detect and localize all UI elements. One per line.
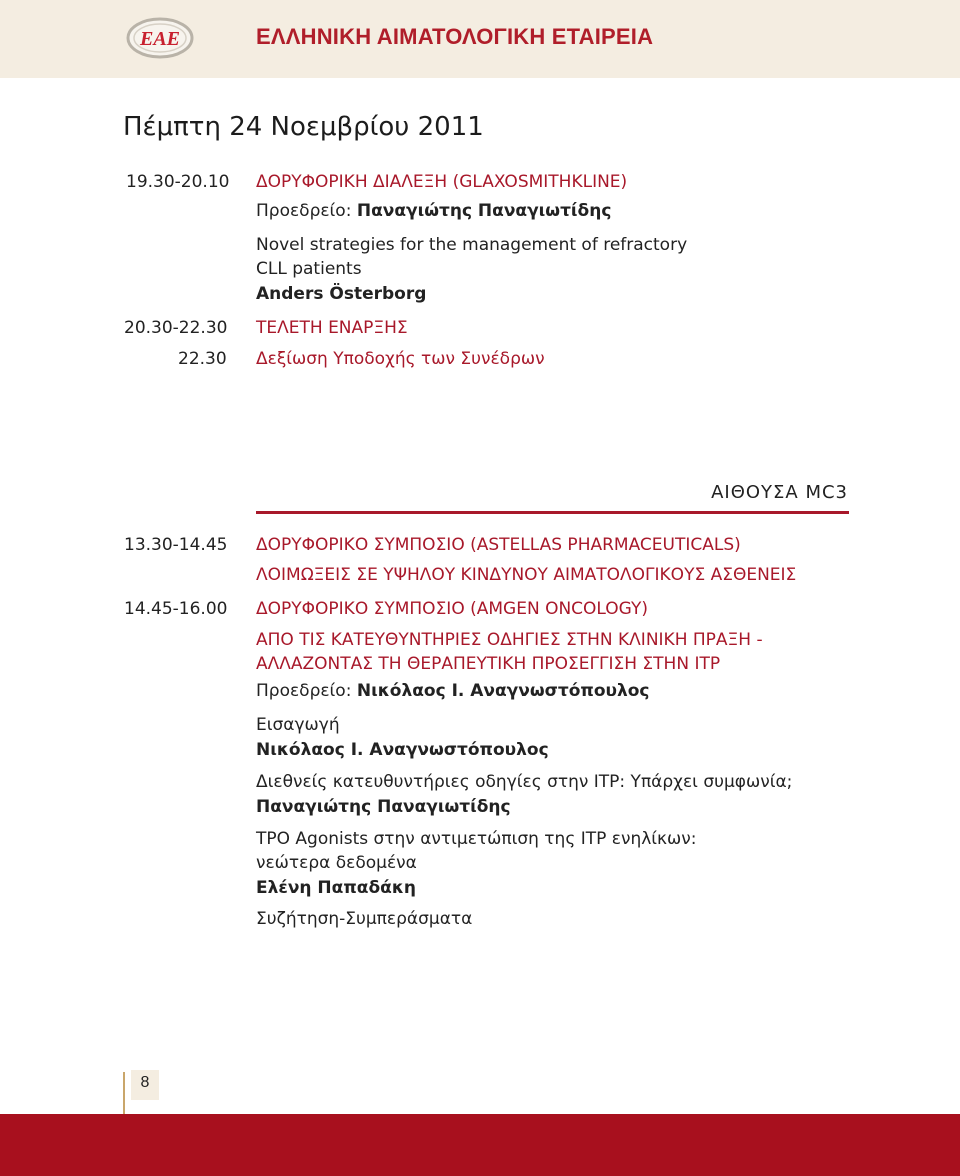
session-time: 19.30-20.10 <box>126 172 230 192</box>
day-title: Πέμπτη 24 Νοεμβρίου 2011 <box>123 112 484 142</box>
speaker-name: Νικόλαος Ι. Αναγνωστόπουλος <box>256 740 549 760</box>
session-time: 13.30-14.45 <box>124 535 228 555</box>
session-time: 22.30 <box>178 349 227 369</box>
talk-title: Διεθνείς κατευθυντήριες οδηγίες στην ITP: Υπάρχει συμφωνία; <box>256 772 793 792</box>
chair-line <box>256 201 611 221</box>
talk-title-cont: CLL patients <box>256 259 362 279</box>
speaker-name: Ελένη Παπαδάκη <box>256 878 417 898</box>
svg-text:EAE: EAE <box>139 28 181 50</box>
page-number-rule <box>123 1072 125 1116</box>
talk-title: Εισαγωγή <box>256 715 340 735</box>
session-title: ΔΟΡΥΦΟΡΙΚΟ ΣΥΜΠΟΣΙΟ (ASTELLAS PHARMACEUTICALS) <box>256 535 741 555</box>
org-name: ΕΛΛΗΝΙΚΗ ΑΙΜΑΤΟΛΟΓΙΚΗ ΕΤΑΙΡΕΙΑ <box>256 24 654 49</box>
chair-name: Νικόλαος Ι. Αναγνωστόπουλος <box>356 681 650 701</box>
talk-title: Συζήτηση-Συμπεράσματα <box>256 909 473 929</box>
chair-label: Προεδρείο: <box>256 201 352 221</box>
session-subtitle: ΑΠΟ ΤΙΣ ΚΑΤΕΥΘΥΝΤΗΡΙΕΣ ΟΔΗΓΙΕΣ ΣΤΗΝ ΚΛΙΝΙΚΗ ΠΡΑΞΗ - <box>256 630 763 650</box>
session-time: 20.30-22.30 <box>124 318 228 338</box>
eae-logo-icon <box>126 16 194 60</box>
session-title: ΤΕΛΕΤΗ ΕΝΑΡΞΗΣ <box>256 318 408 338</box>
speaker-name: Anders Österborg <box>256 284 427 304</box>
page-header <box>0 0 960 78</box>
chair-name: Παναγιώτης Παναγιωτίδης <box>356 201 612 221</box>
page-number: 8 <box>140 1074 150 1091</box>
hall-divider <box>256 511 849 514</box>
session-title: ΔΟΡΥΦΟΡΙΚΗ ΔΙΑΛΕΞΗ (GLAXOSMITHKLINE) <box>256 172 628 192</box>
session-subtitle: ΛΟΙΜΩΞΕΙΣ ΣΕ ΥΨΗΛΟΥ ΚΙΝΔΥΝΟΥ ΑΙΜΑΤΟΛΟΓΙΚΟΥΣ ΑΣΘΕΝΕΙΣ <box>256 565 797 585</box>
talk-title: TPO Agonists στην αντιμετώπιση της ITP ενηλίκων: <box>256 829 697 849</box>
session-title: ΔΟΡΥΦΟΡΙΚΟ ΣΥΜΠΟΣΙΟ (AMGEN ONCOLOGY) <box>256 599 649 619</box>
hall-name: ΑΙΘΟΥΣΑ MC3 <box>711 482 848 503</box>
footer-bar <box>0 1114 960 1176</box>
chair-line <box>256 681 650 701</box>
chair-label: Προεδρείο: <box>256 681 352 701</box>
session-time: 14.45-16.00 <box>124 599 228 619</box>
speaker-name: Παναγιώτης Παναγιωτίδης <box>256 797 511 817</box>
session-subtitle-cont: ΑΛΛΑΖΟΝΤΑΣ ΤΗ ΘΕΡΑΠΕΥΤΙΚΗ ΠΡΟΣΕΓΓΙΣΗ ΣΤΗΝ ITP <box>256 654 721 674</box>
talk-title-cont: νεώτερα δεδομένα <box>256 853 417 873</box>
session-title: Δεξίωση Υποδοχής των Συνέδρων <box>256 349 545 369</box>
talk-title: Novel strategies for the management of refractory <box>256 235 688 255</box>
